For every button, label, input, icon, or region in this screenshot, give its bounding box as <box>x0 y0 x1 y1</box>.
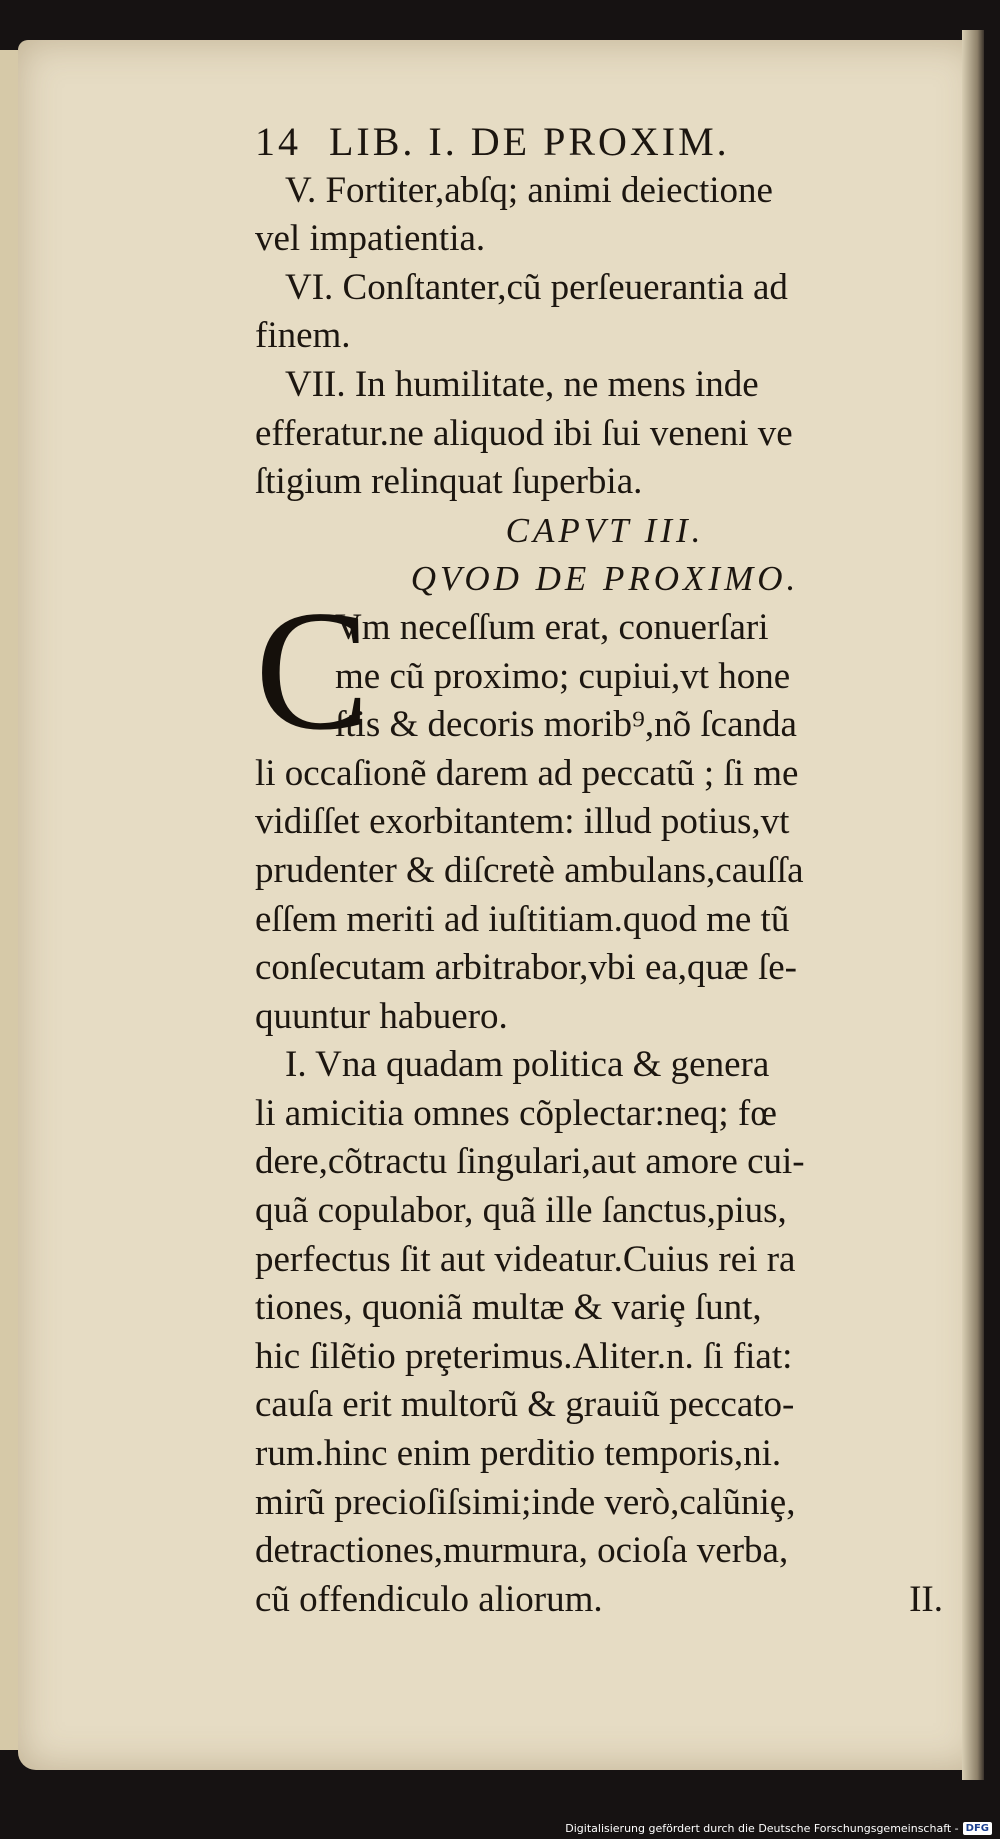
text-line: li amicitia omnes cõplectar:neq; fœ <box>255 1092 777 1134</box>
text-line: me cũ proximo; cupiui,vt hone <box>335 655 791 697</box>
digitization-footer <box>565 1822 992 1835</box>
page-number: 14 <box>255 119 301 164</box>
text-line: li occaſionẽ darem ad peccatũ ; ſi me <box>255 752 799 794</box>
text-line: finem. <box>255 315 351 357</box>
page-right-edge <box>962 30 984 1780</box>
text-line: VII. In humilitate, ne mens inde <box>285 363 759 405</box>
last-line <box>255 1576 955 1625</box>
chapter-heading: CAPVT III. <box>505 510 705 550</box>
text-lines-before-chapter <box>255 167 955 507</box>
text-line: perfectus ſit aut videatur.Cuius rei ra <box>255 1238 796 1280</box>
text-line: quuntur habuero. <box>255 995 508 1037</box>
text-line: vel impatientia. <box>255 218 486 260</box>
text-line: rum.hinc enim perditio temporis,ni. <box>255 1433 782 1475</box>
drop-cap-initial: C <box>255 575 370 766</box>
text-line: ſtigium relinquat ſuperbia. <box>255 461 643 503</box>
chapter-subheading: QVOD DE PROXIMO. <box>410 559 800 599</box>
text-lines-after <box>255 750 955 1576</box>
catchword: II. <box>909 1578 943 1620</box>
dfg-logo-icon: DFG <box>963 1822 992 1835</box>
text-line: efferatur.ne aliquod ibi ſui veneni ve <box>255 412 793 454</box>
text-line: dere,cõtractu ſingulari,aut amore cui- <box>255 1141 805 1183</box>
page-text <box>255 118 955 1624</box>
footer-text: Digitalisierung gefördert durch die Deutsche Forschungsgemeinschaft - <box>565 1822 959 1835</box>
running-header <box>255 118 955 167</box>
text-line: conſecutam arbitrabor,vbi ea,quæ ſe- <box>255 947 797 989</box>
text-line: vidiſſet exorbitantem: illud potius,vt <box>255 801 790 843</box>
text-line: detractiones,murmura, ocioſa verba, <box>255 1530 789 1572</box>
text-line: quã copulabor, quã ille ſanctus,pius, <box>255 1190 787 1232</box>
text-line: Vm neceſſum erat, conuerſari <box>335 606 769 648</box>
text-line: eſſem meriti ad iuſtitiam.quod me tũ <box>255 898 790 940</box>
last-line-text: cũ offendiculo aliorum. <box>255 1578 603 1620</box>
text-line: prudenter & diſcretè ambulans,cauſſa <box>255 849 804 891</box>
text-line: hic ſilẽtio prȩterimus.Aliter.n. ſi fiat: <box>255 1335 793 1377</box>
text-line: ſtis & decoris morib⁹,nõ ſcanda <box>335 704 797 746</box>
text-line: VI. Conſtanter,cũ perſeuerantia ad <box>285 266 788 308</box>
text-line: mirũ precioſiſsimi;inde verò,calũniȩ, <box>255 1481 796 1523</box>
text-line: cauſa erit multorũ & grauiũ peccato- <box>255 1384 795 1426</box>
text-line: tiones, quoniã multæ & variȩ ſunt, <box>255 1287 762 1329</box>
running-title: LIB. I. DE PROXIM. <box>329 119 730 164</box>
text-line: V. Fortiter,abſq; animi deiectione <box>285 169 773 211</box>
text-line: I. Vna quadam politica & genera <box>285 1044 770 1086</box>
